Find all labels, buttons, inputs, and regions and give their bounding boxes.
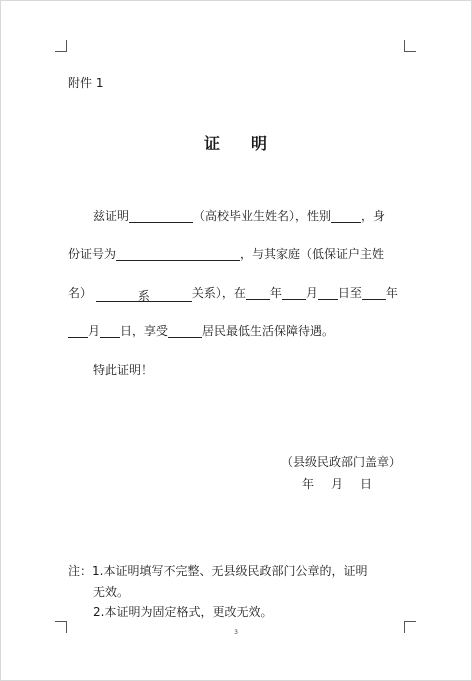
title-char-2: 明	[251, 134, 269, 153]
closing-text: 特此证明！	[93, 363, 154, 377]
body-text: ，身	[361, 209, 386, 223]
body-line-4	[68, 322, 334, 339]
date-month: 月	[331, 477, 344, 491]
body-text: 名）	[68, 286, 93, 300]
body-text: ，与其家庭（低保证户主姓	[240, 247, 385, 261]
end-month-blank	[68, 324, 88, 338]
body-line-1	[93, 207, 385, 224]
body-text: 日，享受	[120, 324, 169, 338]
start-month-blank	[282, 286, 306, 300]
crop-mark-top-right	[404, 40, 416, 52]
signature-date	[302, 475, 389, 492]
page-number: 3	[234, 629, 238, 636]
end-year-blank	[362, 286, 386, 300]
document-title	[0, 131, 472, 154]
body-text: 关系），在	[191, 286, 246, 300]
body-line-2	[68, 245, 384, 262]
body-text: 居民最低生活保障待遇。	[202, 324, 335, 338]
graduate-name-blank	[129, 209, 193, 223]
id-number-blank	[116, 247, 240, 261]
attachment-label: 附件 1	[68, 76, 104, 90]
relationship-label: 系	[137, 289, 150, 303]
body-text: 日至	[337, 286, 362, 300]
benefit-type-blank	[168, 324, 202, 338]
date-day: 日	[360, 477, 373, 491]
body-text: 年	[269, 286, 282, 300]
body-text: （高校毕业生姓名），性别	[193, 209, 332, 223]
note-2: 2.本证明为固定格式，更改无效。	[93, 605, 273, 619]
crop-mark-top-left	[55, 40, 67, 52]
body-text: 月	[88, 324, 101, 338]
note-1: 注：1.本证明填写不完整、无县级民政部门公章的，证明	[68, 564, 368, 578]
note-1-continued: 无效。	[93, 585, 130, 599]
seal-label: （县级民政部门盖章）	[281, 455, 402, 469]
body-text: 年	[385, 286, 398, 300]
start-year-blank	[246, 286, 270, 300]
start-day-blank	[318, 286, 338, 300]
end-day-blank	[100, 324, 120, 338]
gender-blank	[331, 209, 361, 223]
relationship-blank	[96, 287, 192, 302]
date-year: 年	[302, 477, 315, 491]
body-text: 份证号为	[68, 247, 117, 261]
body-text: 兹证明	[93, 209, 130, 223]
body-line-3	[68, 284, 398, 302]
title-char-1: 证	[203, 134, 221, 153]
body-text: 月	[305, 286, 318, 300]
